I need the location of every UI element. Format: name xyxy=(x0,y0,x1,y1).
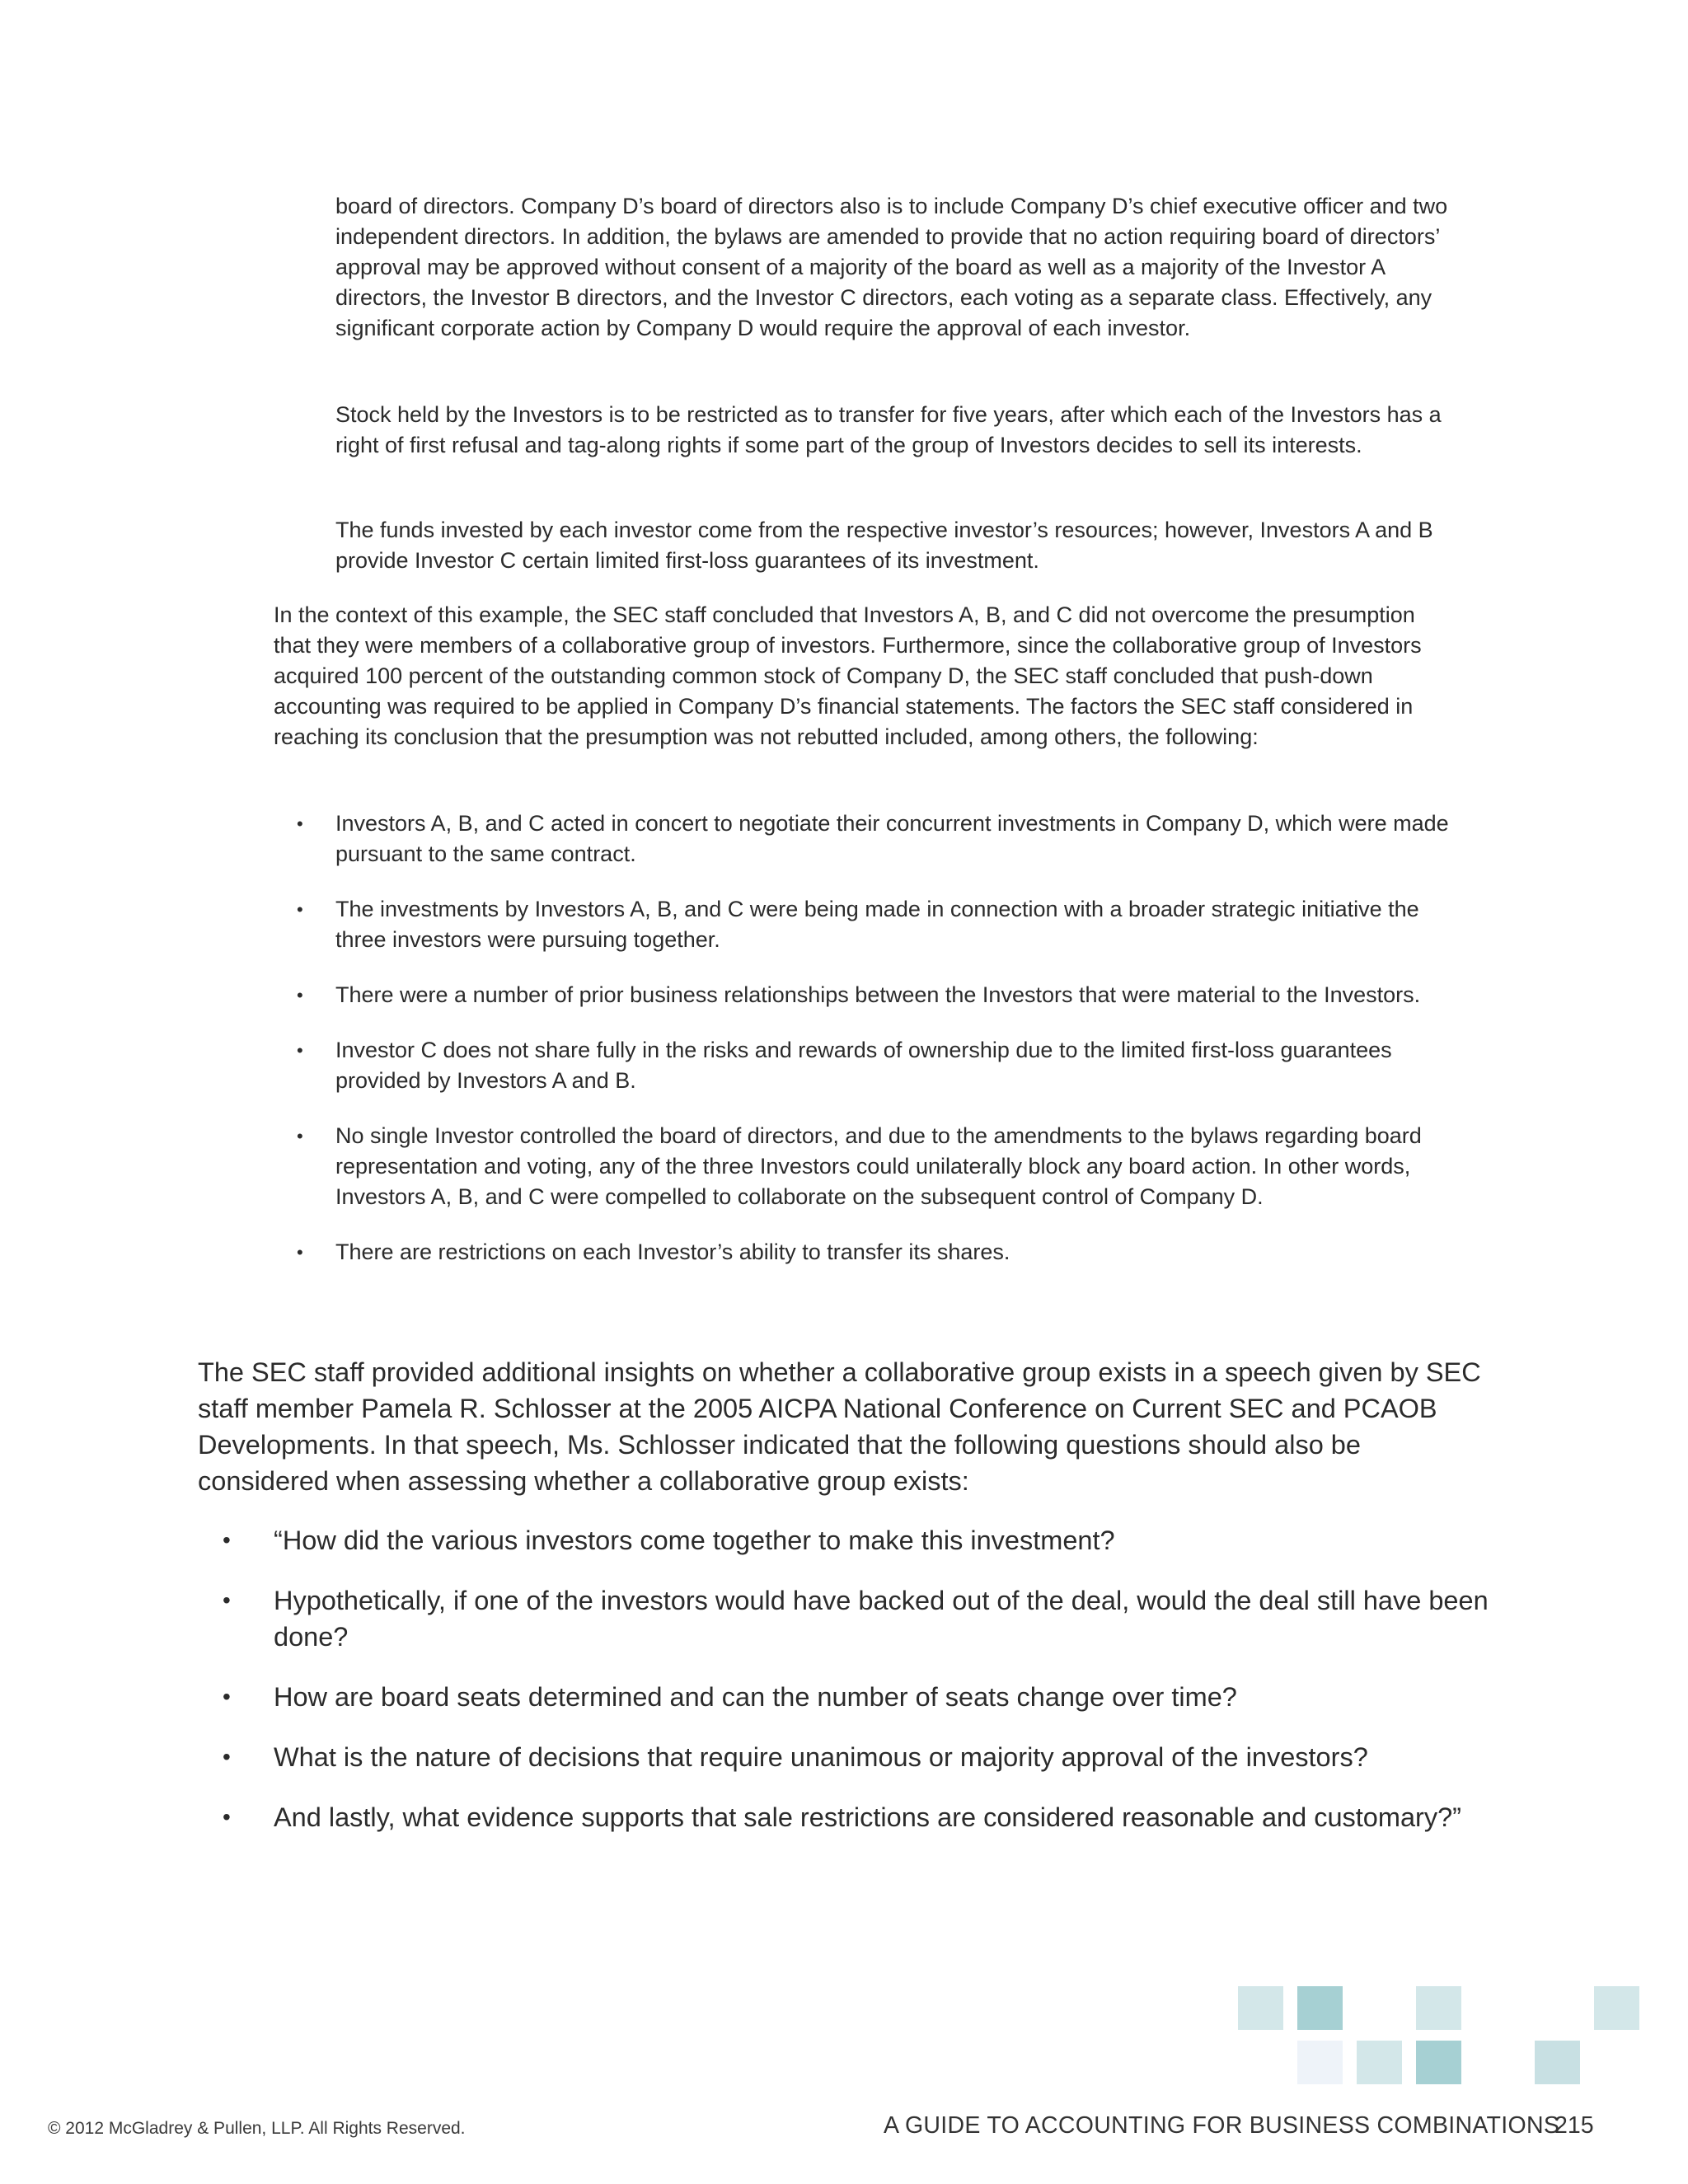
decor-square-icon xyxy=(1416,1986,1461,2030)
context-paragraph: In the context of this example, the SEC staff concluded that Investors A, B, and C did not overcome the presumption that they were members of a collaborative group of investors. Furthermore, since the collaborative group of Investors acquired 100 percent of the outstanding common stock of Company D, the SEC staff concluded that push-down accounting was required to be applied in Company D’s financial statements. The factors the SEC staff considered in reaching its conclusion that the presumption was not rebutted included, among others, the following: xyxy=(274,602,1422,749)
list-item: • How are board seats determined and can the number of seats change over time? xyxy=(198,1679,1517,1715)
list-item: • There are restrictions on each Investor’s ability to transfer its shares. xyxy=(274,1237,1461,1268)
decor-square-icon xyxy=(1238,1986,1283,2030)
list-item: • No single Investor controlled the board of directors, and due to the amendments to the bylaws regarding board representation and voting, any of the three Investors could unilaterally block any board action. In other words, Investors A, B, and C were compelled to collaborate on the subsequent control of Company D. xyxy=(274,1121,1461,1212)
bullet-icon: • xyxy=(297,1242,303,1263)
bullet-icon: • xyxy=(223,1527,231,1553)
list-item: • Investors A, B, and C acted in concert to negotiate their concurrent investments in Company D, which were made pursuant to the same contract. xyxy=(274,808,1461,869)
footer-title: A GUIDE TO ACCOUNTING FOR BUSINESS COMBINATIONS xyxy=(884,2112,1560,2139)
factors-list xyxy=(274,808,1461,1292)
bullet-icon: • xyxy=(297,1040,303,1061)
bullet-icon: • xyxy=(223,1804,231,1830)
list-item: • There were a number of prior business relationships between the Investors that were material to the Investors. xyxy=(274,980,1461,1010)
list-item: • Investor C does not share fully in the risks and rewards of ownership due to the limited first-loss guarantees provided by Investors A and B. xyxy=(274,1035,1461,1096)
bullet-icon: • xyxy=(223,1744,231,1769)
funds-paragraph: The funds invested by each investor come from the respective investor’s resources; however, Investors A and B provide Investor C certain limited first-loss guarantees of its investment. xyxy=(335,518,1433,573)
main-paragraph: The SEC staff provided additional insights on whether a collaborative group exists in a speech given by SEC staff member Pamela R. Schlosser at the 2005 AICPA National Conference on Current SEC and PCAOB Developments. In that speech, Ms. Schlosser indicated that the following questions should also be considered when assessing whether a collaborative group exists: xyxy=(198,1357,1481,1496)
decor-square-icon xyxy=(1416,2041,1461,2084)
list-item: • The investments by Investors A, B, and C were being made in connection with a broader strategic initiative the three investors were pursuing together. xyxy=(274,894,1461,955)
decor-square-icon xyxy=(1594,1986,1639,2030)
bullet-icon: • xyxy=(297,813,303,834)
copyright: © 2012 McGladrey & Pullen, LLP. All Rights Reserved. xyxy=(48,2119,466,2138)
page-number: 215 xyxy=(1554,2112,1594,2139)
list-item: • Hypothetically, if one of the investors would have backed out of the deal, would the deal still have been done? xyxy=(198,1582,1517,1655)
bullet-icon: • xyxy=(223,1587,231,1613)
bullet-icon: • xyxy=(297,1126,303,1146)
decor-square-icon xyxy=(1535,2041,1580,2084)
list-item: • And lastly, what evidence supports that sale restrictions are considered reasonable and customary?” xyxy=(198,1799,1517,1835)
decor-square-icon xyxy=(1357,2041,1402,2084)
list-item: • “How did the various investors come together to make this investment? xyxy=(198,1522,1517,1558)
board-paragraph: board of directors. Company D’s board of directors also is to include Company D’s chief executive officer and two independent directors. In addition, the bylaws are amended to provide that no action requiring board of directors’ approval may be approved without consent of a majority of the board as well as a majority of the Investor A directors, the Investor B directors, and the Investor C directors, each voting as a separate class. Effectively, any significant corporate action by Company D would require the approval of each investor. xyxy=(335,194,1448,340)
bullet-icon: • xyxy=(297,985,303,1005)
list-item: • What is the nature of decisions that require unanimous or majority approval of the investors? xyxy=(198,1739,1517,1775)
bullet-icon: • xyxy=(297,899,303,920)
questions-list xyxy=(198,1522,1517,1859)
decor-square-icon xyxy=(1297,2041,1343,2084)
stock-paragraph: Stock held by the Investors is to be restricted as to transfer for five years, after which each of the Investors has a right of first refusal and tag-along rights if some part of the group of Investors decides to sell its interests. xyxy=(335,402,1442,457)
bullet-icon: • xyxy=(223,1684,231,1709)
decor-square-icon xyxy=(1297,1986,1343,2030)
